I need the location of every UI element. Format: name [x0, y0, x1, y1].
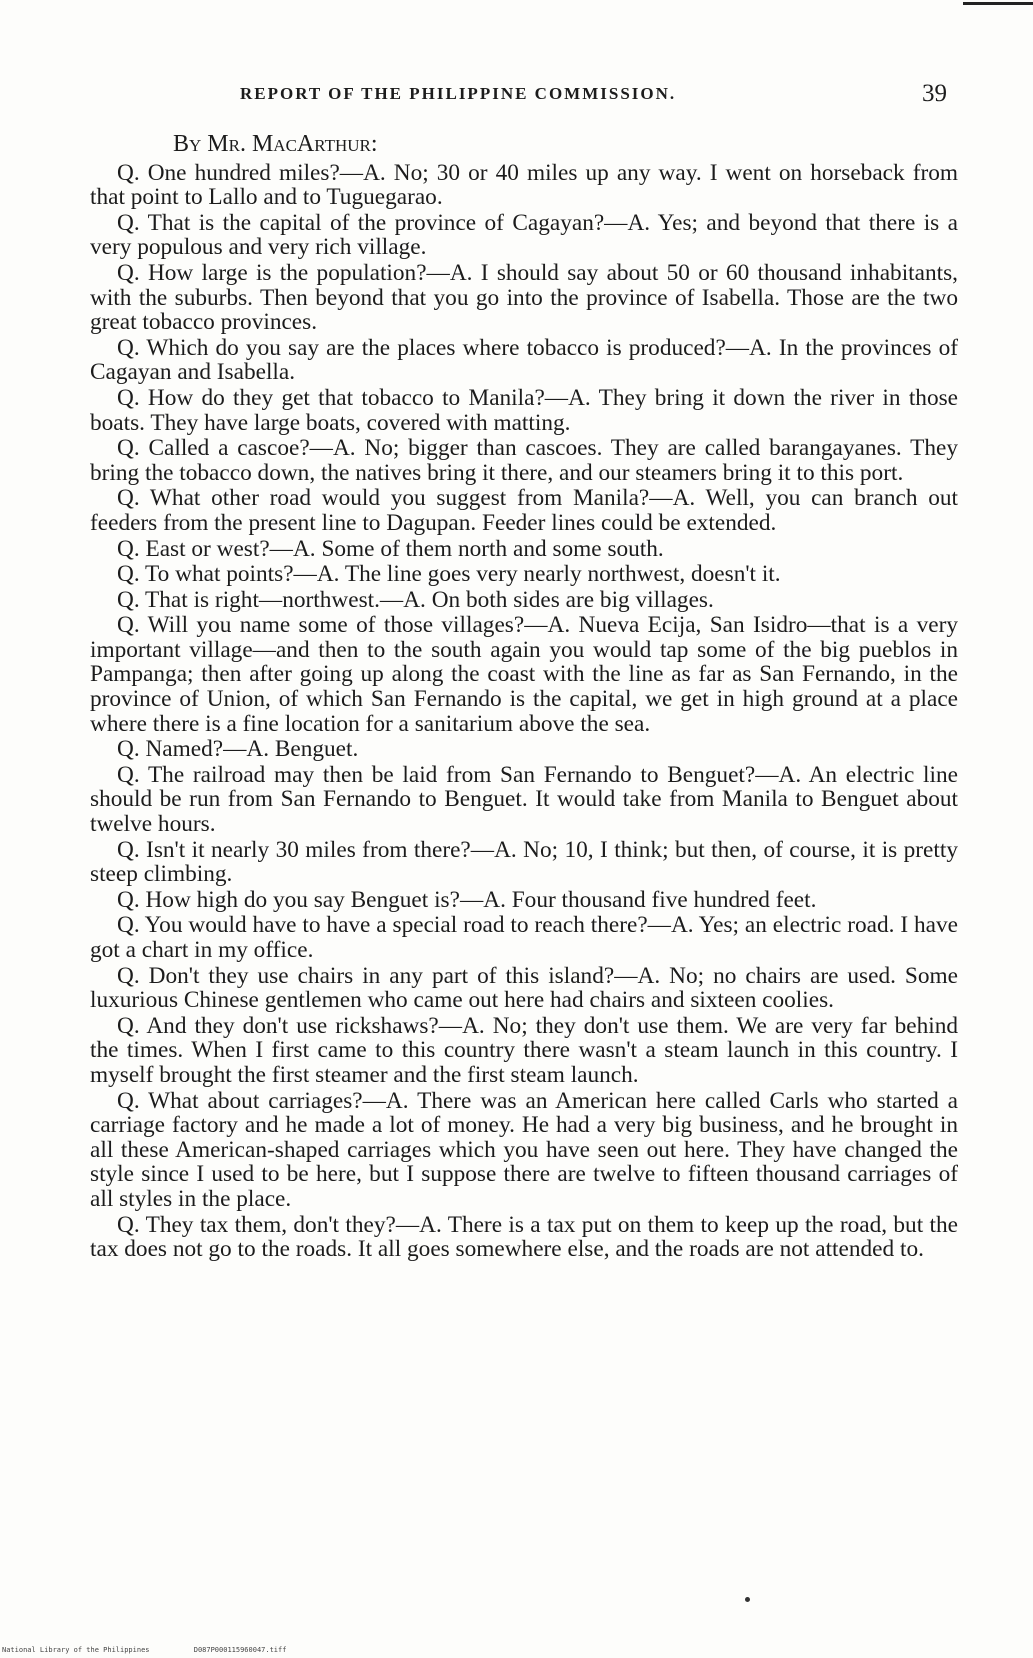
qa-paragraph: Q. Isn't it nearly 30 miles from there?—A. No; 10, I think; but then, of course, it is pretty steep climbing.	[90, 836, 958, 888]
body-text	[90, 132, 958, 1263]
qa-paragraph: Q. That is right—northwest.—A. On both sides are big villages.	[117, 586, 714, 613]
file-stamp: D087P000115960047.tiff	[193, 1646, 287, 1654]
qa-paragraph: Q. How do they get that tobacco to Manila?—A. They bring it down the river in those boats. They have large boats, covered with matting.	[90, 384, 958, 436]
page-number: 39	[922, 80, 947, 107]
qa-paragraph: Q. What other road would you suggest from Manila?—A. Well, you can branch out feeders from the present line to Dagupan. Feeder lines could be extended.	[90, 485, 958, 536]
qa-paragraph: Q. They tax them, don't they?—A. There is a tax put on them to keep up the road, but the tax does not go to the roads. It all goes somewhere else, and the roads are not attended to.	[90, 1211, 958, 1263]
qa-paragraph: Q. East or west?—A. Some of them north and some south.	[117, 535, 664, 562]
ink-dot	[745, 1597, 750, 1602]
qa-paragraph: Q. That is the capital of the province of Cagayan?—A. Yes; and beyond that there is a very populous and very rich village.	[90, 209, 958, 261]
running-header: REPORT OF THE PHILIPPINE COMMISSION.	[240, 84, 677, 103]
top-edge-rule	[963, 2, 1033, 5]
qa-paragraph: Q. One hundred miles?—A. No; 30 or 40 miles up any way. I went on horseback from that point to Lallo and to Tuguegarao.	[90, 159, 958, 211]
speaker-line: By Mr. MacArthur:	[173, 131, 378, 157]
scan-footer	[2, 1646, 326, 1654]
qa-paragraph: Q. Named?—A. Benguet.	[117, 736, 359, 763]
qa-paragraph: Q. The railroad may then be laid from San Fernando to Benguet?—A. An electric line should be run from San Fernando to Benguet. It would take from Manila to Benguet about twelve hours.	[90, 761, 958, 838]
qa-paragraph: Q. To what points?—A. The line goes very nearly northwest, doesn't it.	[117, 561, 781, 588]
qa-paragraph: Q. Which do you say are the places where tobacco is produced?—A. In the provinces of Cagayan and Isabella.	[90, 334, 958, 386]
qa-paragraph: Q. Will you name some of those villages?—A. Nueva Ecija, San Isidro—that is a very important village—and then to the south again you would tap some of the big pueblos in Pampanga; then after going up along the coast with the line as far as San Fernando, in the province of Union, of which San Fernando is the capital, we get in high ground at a place where there is a fine location for a sanitarium above the sea.	[90, 612, 958, 737]
qa-paragraph: Q. You would have to have a special road to reach there?—A. Yes; an electric road. I have got a chart in my office.	[90, 912, 958, 963]
qa-paragraph: Q. Called a cascoe?—A. No; bigger than cascoes. They are called barangayanes. They bring the tobacco down, the natives bring it there, and our steamers bring it to this port.	[90, 435, 958, 486]
qa-paragraph: Q. And they don't use rickshaws?—A. No; they don't use them. We are very far behind the times. When I first came to this country there wasn't a steam launch in this country. I myself brought the first steamer and the first steam launch.	[90, 1012, 958, 1088]
qa-paragraph: Q. How high do you say Benguet is?—A. Four thousand five hundred feet.	[117, 886, 817, 913]
qa-paragraph: Q. How large is the population?—A. I should say about 50 or 60 thousand inhabitants, with the suburbs. Then beyond that you go into the province of Isabella. Those are the two great tobacco provinces.	[90, 259, 958, 336]
qa-paragraph: Q. Don't they use chairs in any part of this island?—A. No; no chairs are used. Some luxurious Chinese gentlemen who came out here had chairs and sixteen coolies.	[90, 962, 958, 1014]
qa-paragraph: Q. What about carriages?—A. There was an American here called Carls who started a carriage factory and he made a lot of money. He had a very big business, and he brought in all these American-shaped carriages which you have seen out here. They have changed the style since I used to be here, but I suppose there are twelve to fifteen thousand carriages of all styles in the place.	[90, 1087, 958, 1212]
qa-list	[90, 161, 958, 1262]
library-stamp: National Library of the Philippines	[2, 1646, 150, 1654]
